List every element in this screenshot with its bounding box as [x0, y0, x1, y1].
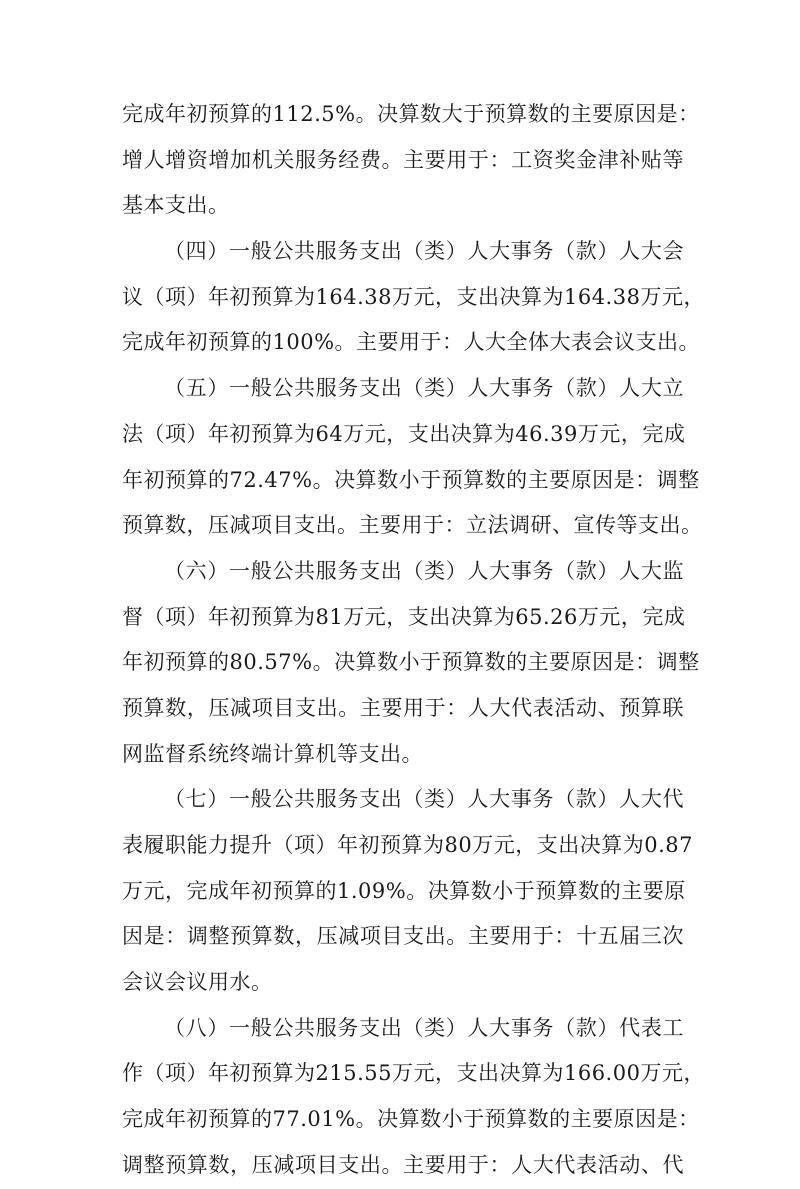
text-line: 网监督系统终端计算机等支出。	[122, 741, 423, 766]
text-line: 年初预算的80.57%。决算数小于预算数的主要原因是：调整	[122, 650, 700, 675]
text-line: （八）一般公共服务支出（类）人大事务（款）代表工	[164, 1015, 684, 1040]
text-line: 增人增资增加机关服务经费。主要用于：工资奖金津补贴等	[122, 147, 684, 172]
paragraph-7	[122, 777, 693, 1005]
text-line: 完成年初预算的112.5%。决算数大于预算数的主要原因是：	[122, 102, 700, 126]
paragraph-8	[122, 1006, 705, 1189]
text-line: （五）一般公共服务支出（类）人大事务（款）人大立	[164, 376, 684, 401]
text-line: 预算数，压减项目支出。主要用于：立法调研、宣传等支出。	[122, 513, 703, 538]
document-page	[122, 92, 705, 1189]
text-line: （七）一般公共服务支出（类）人大事务（款）人大代	[164, 787, 684, 812]
text-line: 基本支出。	[122, 193, 230, 218]
paragraph-6	[122, 549, 700, 777]
text-line: 会议会议用水。	[122, 970, 273, 995]
text-line: 完成年初预算的77.01%。决算数小于预算数的主要原因是：	[122, 1107, 700, 1132]
text-line: 调整预算数，压减项目支出。主要用于：人大代表活动、代	[122, 1152, 684, 1177]
paragraph-continued	[122, 92, 700, 229]
text-line: 表履职能力提升（项）年初预算为80万元，支出决算为0.87	[122, 833, 693, 857]
text-line: 年初预算的72.47%。决算数小于预算数的主要原因是：调整	[122, 467, 700, 492]
text-line: 议（项）年初预算为164.38万元，支出决算为164.38万元，	[122, 284, 705, 309]
text-line: 预算数，压减项目支出。主要用于：人大代表活动、预算联	[122, 695, 684, 720]
text-line: 万元，完成年初预算的1.09%。决算数小于预算数的主要原	[122, 878, 686, 903]
text-line: （六）一般公共服务支出（类）人大事务（款）人大监	[164, 558, 684, 583]
text-line: 督（项）年初预算为81万元，支出决算为65.26万元，完成	[122, 604, 686, 629]
text-line: 作（项）年初预算为215.55万元，支出决算为166.00万元，	[122, 1061, 705, 1086]
text-line: 因是：调整预算数，压减项目支出。主要用于：十五届三次	[122, 924, 684, 949]
text-line: 法（项）年初预算为64万元，支出决算为46.39万元，完成	[122, 421, 686, 446]
paragraph-4	[122, 229, 705, 366]
text-line: 完成年初预算的100%。主要用于：人大全体大表会议支出。	[122, 330, 701, 355]
text-line: （四）一般公共服务支出（类）人大事务（款）人大会	[164, 239, 684, 264]
paragraph-5	[122, 366, 703, 549]
